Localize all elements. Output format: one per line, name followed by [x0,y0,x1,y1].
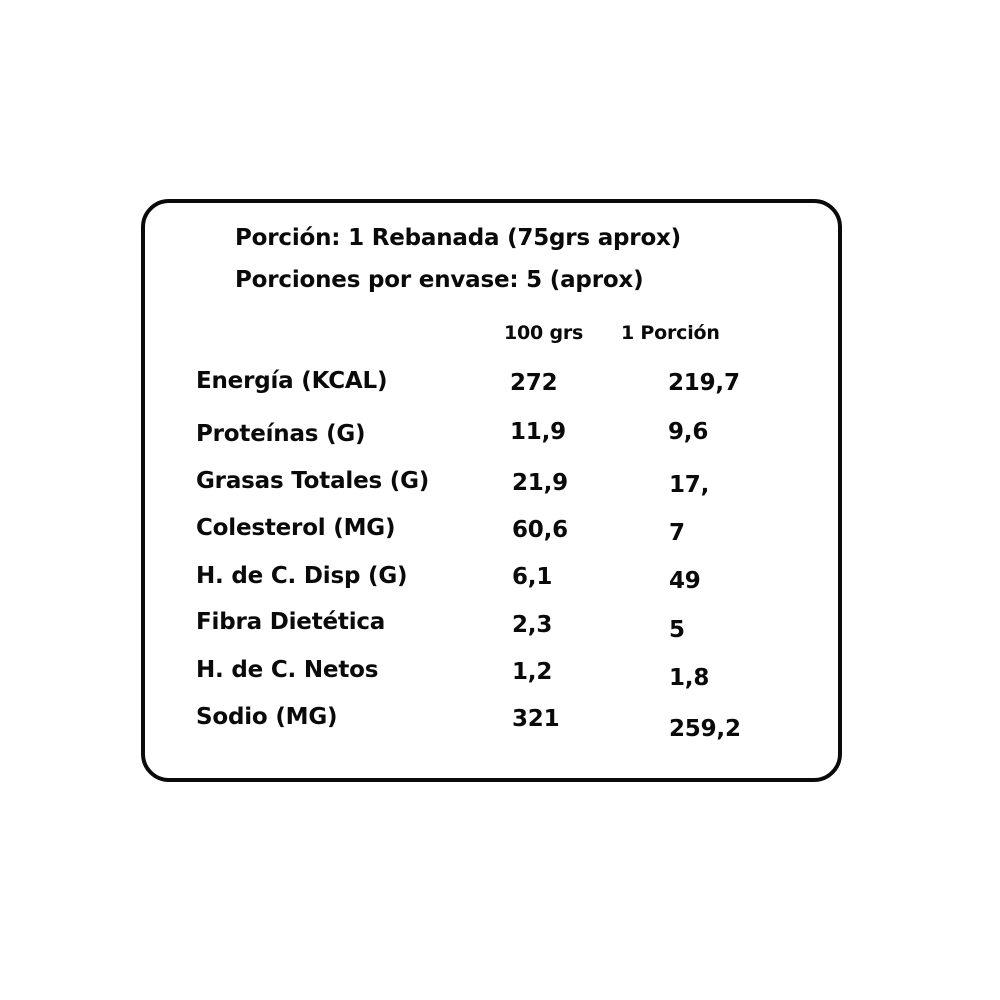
row-value-portion-sodio: 259,2 [669,716,741,742]
row-value-portion-energia: 219,7 [668,370,740,396]
row-label-proteinas: Proteínas (G) [196,421,366,447]
column-header-100g: 100 grs [504,322,584,344]
row-value-portion-hc-netos: 1,8 [669,665,710,691]
row-value-100g-grasas: 21,9 [512,470,568,496]
row-label-hc-disp: H. de C. Disp (G) [196,563,408,589]
portions-per-package-line: Porciones por envase: 5 (aprox) [235,267,644,293]
row-value-100g-fibra: 2,3 [512,612,553,638]
row-label-sodio: Sodio (MG) [196,704,338,730]
row-value-100g-colesterol: 60,6 [512,517,568,543]
row-label-fibra: Fibra Dietética [196,609,386,635]
row-value-100g-sodio: 321 [512,706,560,732]
row-label-colesterol: Colesterol (MG) [196,515,396,541]
row-label-hc-netos: H. de C. Netos [196,657,379,683]
column-header-portion: 1 Porción [621,322,720,344]
row-value-portion-proteinas: 9,6 [668,419,709,445]
row-value-portion-grasas: 17, [669,472,710,498]
row-value-portion-hc-disp: 49 [669,568,701,594]
row-value-100g-hc-netos: 1,2 [512,659,553,685]
row-value-100g-proteinas: 11,9 [510,419,566,445]
portion-size-line: Porción: 1 Rebanada (75grs aprox) [235,225,681,251]
row-label-grasas: Grasas Totales (G) [196,468,430,494]
row-value-100g-energia: 272 [510,370,558,396]
row-value-portion-fibra: 5 [669,617,685,643]
row-label-energia: Energía (KCAL) [196,368,388,394]
row-value-portion-colesterol: 7 [669,520,685,546]
row-value-100g-hc-disp: 6,1 [512,564,553,590]
